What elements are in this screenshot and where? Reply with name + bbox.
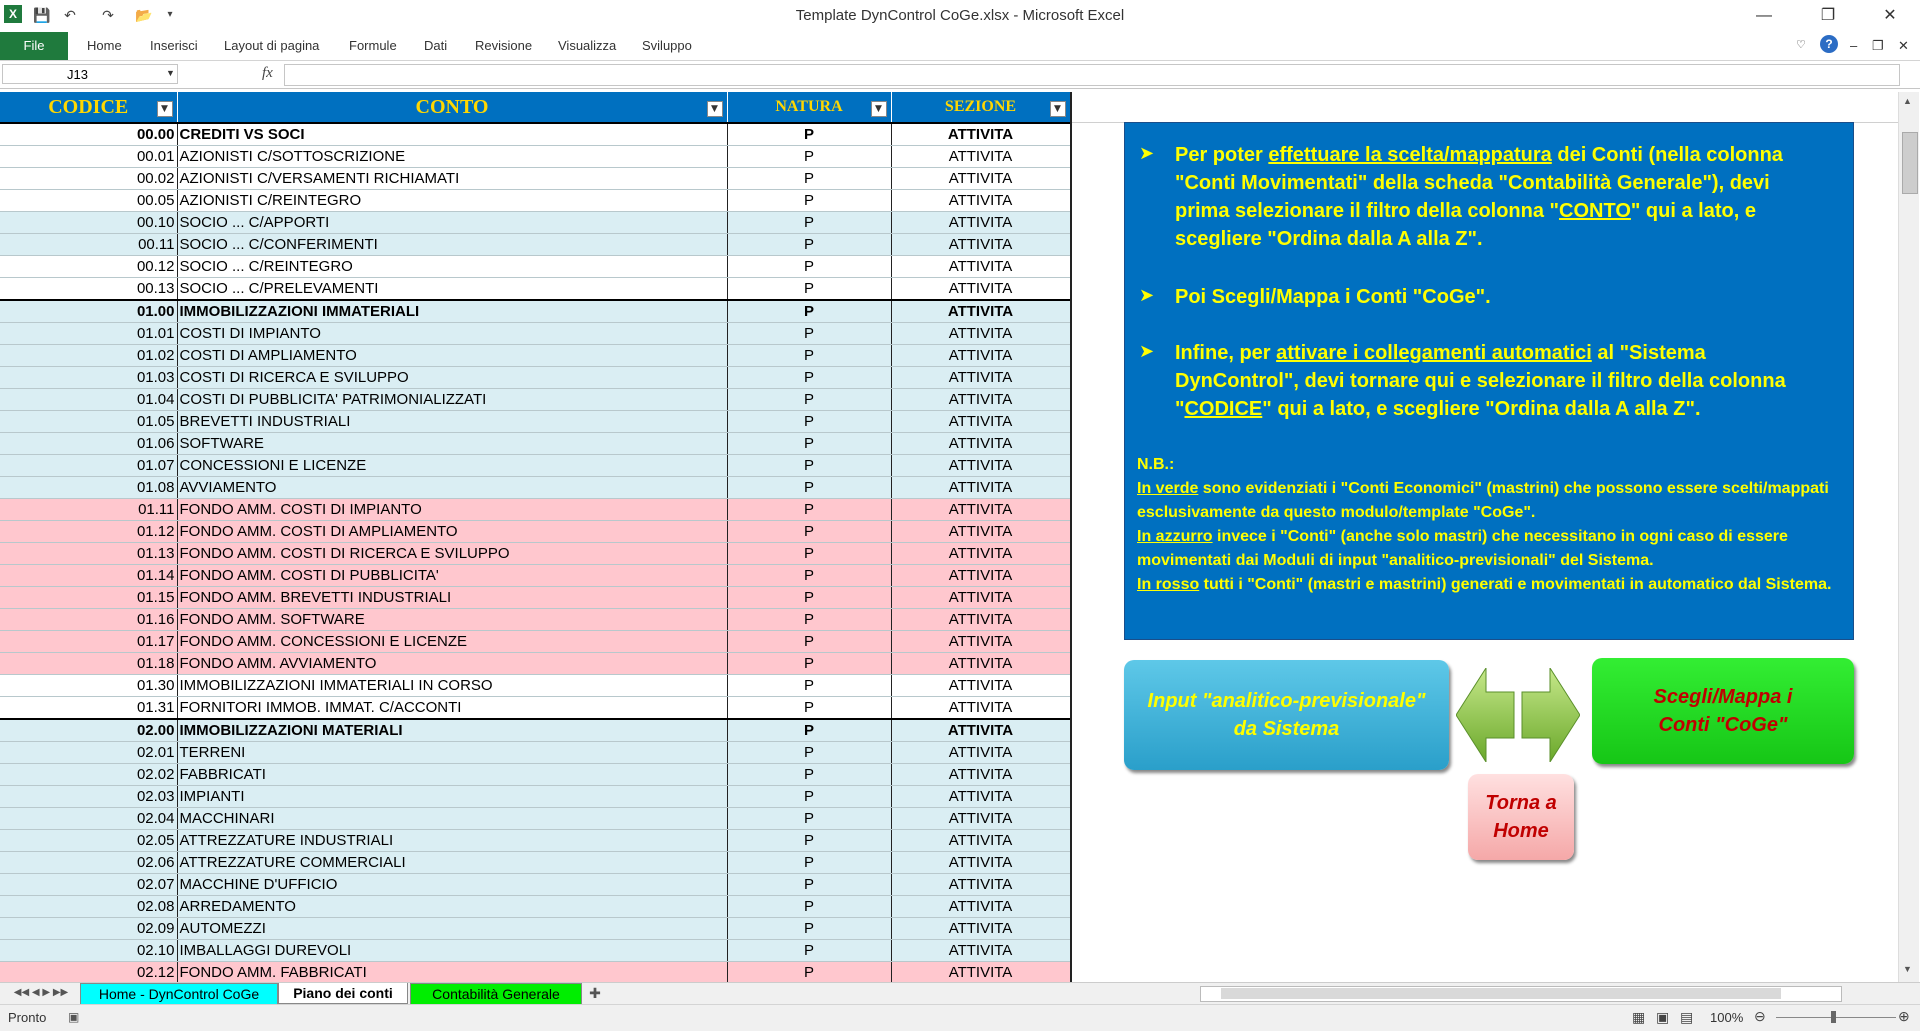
chart-of-accounts [0,92,1070,982]
cell-conto[interactable]: COSTI DI IMPIANTO [177,323,727,345]
cell-sezione[interactable]: ATTIVITA [891,190,1070,212]
torna-home-label: Torna a Home [1485,792,1557,842]
cell-codice[interactable]: 01.08 [0,477,177,499]
redo-icon[interactable]: ↷ [102,7,114,23]
header-sezione-label: SEZIONE [944,98,1017,115]
cell-codice[interactable]: 00.00 [0,123,177,146]
tab-piano-dei-conti[interactable]: Piano dei conti [278,983,408,1004]
table-row[interactable] [0,367,1070,389]
cell-sezione[interactable]: ATTIVITA [891,499,1070,521]
cell-sezione[interactable]: ATTIVITA [891,587,1070,609]
cell-sezione[interactable]: ATTIVITA [891,234,1070,256]
cell-conto[interactable]: FONDO AMM. SOFTWARE [177,609,727,631]
cell-conto[interactable]: FONDO AMM. BREVETTI INDUSTRIALI [177,587,727,609]
cell-conto[interactable]: AZIONISTI C/VERSAMENTI RICHIAMATI [177,168,727,190]
hscroll-thumb[interactable] [1221,988,1781,999]
cell-codice[interactable]: 00.05 [0,190,177,212]
table-row[interactable] [0,786,1070,808]
cell-conto[interactable]: SOCIO ... C/APPORTI [177,212,727,234]
cell-conto[interactable]: SOFTWARE [177,433,727,455]
cell-conto[interactable]: FONDO AMM. CONCESSIONI E LICENZE [177,631,727,653]
cell-natura[interactable]: P [727,234,891,256]
table-row[interactable] [0,455,1070,477]
tab-formule[interactable]: Formule [349,38,397,53]
cell-codice[interactable]: 01.31 [0,697,177,720]
macro-record-icon[interactable]: ▣ [68,1010,80,1024]
table-row[interactable] [0,808,1070,830]
cell-natura[interactable]: P [727,389,891,411]
cell-codice[interactable]: 01.03 [0,367,177,389]
horizontal-scrollbar[interactable] [1200,986,1842,1002]
cell-natura[interactable]: P [727,631,891,653]
cell-codice[interactable]: 01.04 [0,389,177,411]
cell-codice[interactable]: 02.04 [0,808,177,830]
cell-conto[interactable]: AZIONISTI C/SOTTOSCRIZIONE [177,146,727,168]
cell-sezione[interactable]: ATTIVITA [891,123,1070,146]
cell-sezione[interactable]: ATTIVITA [891,565,1070,587]
cell-conto[interactable]: AVVIAMENTO [177,477,727,499]
cell-codice[interactable]: 02.03 [0,786,177,808]
cell-conto[interactable]: ATTREZZATURE COMMERCIALI [177,852,727,874]
nb-blue: In azzurro invece i "Conti" (anche solo mastri) che necessitano in ogni caso di essere movimentati dai Moduli di input "analitico-previsionali" del Sistema. [1137,528,1788,569]
zoom-slider[interactable] [1776,1017,1896,1018]
tab-contabilita-generale[interactable]: Contabilità Generale [410,983,582,1005]
name-box-dropdown-icon[interactable]: ▼ [166,68,175,78]
cell-sezione[interactable]: ATTIVITA [891,808,1070,830]
cell-codice[interactable]: 01.11 [0,499,177,521]
table-row[interactable] [0,697,1070,720]
cell-codice[interactable]: 02.09 [0,918,177,940]
cell-natura[interactable]: P [727,278,891,301]
help-icon[interactable]: ? [1820,35,1838,53]
cell-natura[interactable]: P [727,345,891,367]
cell-natura[interactable]: P [727,609,891,631]
instructions-box [1124,122,1854,640]
cell-natura[interactable]: P [727,940,891,962]
cell-natura[interactable]: P [727,411,891,433]
cell-sezione[interactable]: ATTIVITA [891,852,1070,874]
cell-codice[interactable]: 01.17 [0,631,177,653]
cell-natura[interactable]: P [727,212,891,234]
cell-natura[interactable]: P [727,477,891,499]
cell-sezione[interactable]: ATTIVITA [891,345,1070,367]
instruction-2: Poi Scegli/Mappa i Conti "CoGe". [1175,286,1491,308]
insert-function-icon[interactable]: fx [262,65,273,81]
normal-view-icon[interactable]: ▦ [1632,1009,1646,1025]
table-row[interactable] [0,123,1070,146]
table-row[interactable] [0,433,1070,455]
cell-conto[interactable]: COSTI DI AMPLIAMENTO [177,345,727,367]
table-row[interactable] [0,874,1070,896]
table-row[interactable] [0,940,1070,962]
name-box[interactable]: J13 [2,64,178,84]
cell-conto[interactable]: SOCIO ... C/PRELEVAMENTI [177,278,727,301]
table-row[interactable] [0,543,1070,565]
accounts-table [0,92,1070,982]
table-row[interactable] [0,653,1070,675]
cell-codice[interactable]: 00.01 [0,146,177,168]
cell-conto[interactable]: IMMOBILIZZAZIONI IMMATERIALI IN CORSO [177,675,727,697]
formula-bar [0,62,1920,89]
table-row[interactable] [0,345,1070,367]
cell-conto[interactable]: BREVETTI INDUSTRIALI [177,411,727,433]
zoom-level[interactable]: 100% [1710,1010,1744,1025]
cell-conto[interactable]: IMMOBILIZZAZIONI MATERIALI [177,719,727,742]
cell-natura[interactable]: P [727,764,891,786]
torna-home-button[interactable] [1468,774,1574,860]
cell-natura[interactable]: P [727,455,891,477]
cell-codice[interactable]: 02.07 [0,874,177,896]
workbook-close-icon[interactable]: ✕ [1898,38,1909,53]
cell-conto[interactable]: MACCHINE D'UFFICIO [177,874,727,896]
cell-codice[interactable]: 01.02 [0,345,177,367]
nb-green: In verde sono evidenziati i "Conti Economici" (mastrini) che possono essere scelti/mappati esclusivamente da questo modulo/template "CoGe". [1137,480,1829,521]
cell-natura[interactable]: P [727,168,891,190]
formula-input[interactable] [284,64,1900,86]
table-row[interactable] [0,411,1070,433]
status-bar [0,1004,1920,1031]
table-row[interactable] [0,742,1070,764]
cell-natura[interactable]: P [727,830,891,852]
cell-sezione[interactable]: ATTIVITA [891,653,1070,675]
cell-codice[interactable]: 01.05 [0,411,177,433]
scegli-mappa-button[interactable] [1592,658,1854,764]
cell-sezione[interactable]: ATTIVITA [891,323,1070,345]
table-row[interactable] [0,256,1070,278]
cell-sezione[interactable]: ATTIVITA [891,477,1070,499]
instruction-1: Per poter effettuare la scelta/mappatura dei Conti (nella colonna "Conti Movimentati" della scheda "Contabilità Generale"), devi prima selezionare il filtro della colonna "CONTO" qui a lato, e scegliere "Ordina dalla A alla Z". [1175,144,1783,250]
cell-natura[interactable]: P [727,719,891,742]
header-strip [1072,92,1898,123]
table-row[interactable] [0,830,1070,852]
cell-sezione[interactable]: ATTIVITA [891,212,1070,234]
table-row[interactable] [0,609,1070,631]
cell-codice[interactable]: 00.13 [0,278,177,301]
cell-natura[interactable]: P [727,874,891,896]
cell-conto[interactable]: TERRENI [177,742,727,764]
cell-sezione[interactable]: ATTIVITA [891,631,1070,653]
cell-natura[interactable]: P [727,786,891,808]
cell-conto[interactable]: FABBRICATI [177,764,727,786]
cell-codice[interactable]: 02.06 [0,852,177,874]
cell-natura[interactable]: P [727,808,891,830]
sheet-nav-icon[interactable]: ◀◀ ◀ ▶ ▶▶ [13,987,69,998]
right-arrow-icon[interactable] [1522,668,1580,762]
customize-toolbar-icon[interactable]: ▾ [167,9,173,20]
workbook-restore-icon[interactable]: ❐ [1872,38,1884,53]
cell-natura[interactable]: P [727,565,891,587]
scroll-up-icon[interactable]: ▲ [1903,96,1912,106]
cell-sezione[interactable]: ATTIVITA [891,764,1070,786]
cell-sezione[interactable]: ATTIVITA [891,455,1070,477]
excel-logo-icon: X [4,5,22,23]
cell-conto[interactable]: AZIONISTI C/REINTEGRO [177,190,727,212]
nb-red: In rosso tutti i "Conti" (mastri e mastrini) generati e movimentati in automatico dal Sistema. [1137,576,1832,593]
cell-sezione[interactable]: ATTIVITA [891,719,1070,742]
collapse-ribbon-icon[interactable]: ♡ [1796,39,1806,51]
table-row[interactable] [0,962,1070,983]
cell-codice[interactable]: 01.00 [0,300,177,323]
cell-natura[interactable]: P [727,653,891,675]
cell-conto[interactable]: COSTI DI RICERCA E SVILUPPO [177,367,727,389]
zoom-out-icon[interactable]: ⊖ [1754,1008,1766,1024]
cell-natura[interactable]: P [727,499,891,521]
tab-revisione[interactable]: Revisione [475,38,533,53]
cell-conto[interactable]: IMMOBILIZZAZIONI IMMATERIALI [177,300,727,323]
table-row[interactable] [0,190,1070,212]
cell-natura[interactable]: P [727,521,891,543]
cell-codice[interactable]: 02.02 [0,764,177,786]
cell-natura[interactable]: P [727,742,891,764]
table-row[interactable] [0,389,1070,411]
cell-codice[interactable]: 02.12 [0,962,177,983]
table-row[interactable] [0,212,1070,234]
cell-codice[interactable]: 00.10 [0,212,177,234]
cell-codice[interactable]: 02.01 [0,742,177,764]
cell-natura[interactable]: P [727,675,891,697]
instruction-3: Infine, per attivare i collegamenti automatici al "Sistema DynControl", devi tornare qui e selezionare il filtro della colonna "CODICE" qui a lato, e scegliere "Ordina dalla A alla Z". [1175,342,1786,420]
cell-natura[interactable]: P [727,146,891,168]
cell-codice[interactable]: 01.16 [0,609,177,631]
cell-conto[interactable]: FONDO AMM. COSTI DI AMPLIAMENTO [177,521,727,543]
cell-sezione[interactable]: ATTIVITA [891,786,1070,808]
undo-icon[interactable]: ↶ [64,7,76,23]
table-row[interactable] [0,300,1070,323]
cell-codice[interactable]: 02.10 [0,940,177,962]
cell-conto[interactable]: MACCHINARI [177,808,727,830]
status-ready: Pronto [8,1010,47,1025]
cell-sezione[interactable]: ATTIVITA [891,896,1070,918]
table-row[interactable] [0,587,1070,609]
cell-sezione[interactable]: ATTIVITA [891,433,1070,455]
cell-sezione[interactable]: ATTIVITA [891,675,1070,697]
header-conto-label: CONTO [415,95,489,118]
cell-natura[interactable]: P [727,852,891,874]
cell-natura[interactable]: P [727,697,891,720]
filter-dropdown-icon[interactable]: ▼ [871,101,887,117]
cell-natura[interactable]: P [727,433,891,455]
cell-natura[interactable]: P [727,367,891,389]
input-analitico-label: Input "analitico-previsionale" da Sistema [1147,690,1426,740]
header-codice-label: CODICE [48,95,129,118]
table-row[interactable] [0,499,1070,521]
zoom-slider-thumb[interactable] [1831,1011,1836,1023]
cell-sezione[interactable]: ATTIVITA [891,411,1070,433]
arrow-bullet-icon: ➤ [1139,143,1155,163]
cell-natura[interactable]: P [727,300,891,323]
cell-sezione[interactable]: ATTIVITA [891,918,1070,940]
cell-conto[interactable]: FONDO AMM. COSTI DI IMPIANTO [177,499,727,521]
cell-sezione[interactable]: ATTIVITA [891,874,1070,896]
cell-sezione[interactable]: ATTIVITA [891,609,1070,631]
cell-conto[interactable]: CREDITI VS SOCI [177,123,727,146]
header-codice[interactable] [0,92,177,123]
arrow-bullet-icon: ➤ [1139,285,1155,305]
cell-conto[interactable]: FONDO AMM. COSTI DI PUBBLICITA' [177,565,727,587]
table-row[interactable] [0,278,1070,301]
cell-codice[interactable]: 01.30 [0,675,177,697]
table-row[interactable] [0,565,1070,587]
cell-sezione[interactable]: ATTIVITA [891,168,1070,190]
cell-sezione[interactable]: ATTIVITA [891,742,1070,764]
table-row[interactable] [0,852,1070,874]
input-analitico-button[interactable] [1124,660,1449,770]
filter-dropdown-icon[interactable]: ▼ [1050,101,1066,117]
cell-conto[interactable]: FONDO AMM. FABBRICATI [177,962,727,983]
cell-conto[interactable]: ARREDAMENTO [177,896,727,918]
restore-icon[interactable]: ❐ [1820,7,1836,24]
new-sheet-icon[interactable]: ✚ [589,985,601,1001]
arrow-bullet-icon: ➤ [1139,341,1155,361]
tab-inserisci[interactable]: Inserisci [150,38,198,53]
scroll-thumb[interactable] [1902,132,1918,194]
cell-conto[interactable]: IMPIANTI [177,786,727,808]
cell-conto[interactable]: CONCESSIONI E LICENZE [177,455,727,477]
header-sezione[interactable] [891,92,1070,123]
cell-codice[interactable]: 02.00 [0,719,177,742]
page-layout-view-icon[interactable]: ▣ [1656,1009,1670,1025]
cell-codice[interactable]: 01.18 [0,653,177,675]
nb-title: N.B.: [1137,456,1175,473]
header-natura[interactable] [727,92,891,123]
cell-codice[interactable]: 01.14 [0,565,177,587]
tab-layout[interactable]: Layout di pagina [224,38,320,53]
cell-conto[interactable]: COSTI DI PUBBLICITA' PATRIMONIALIZZATI [177,389,727,411]
cell-sezione[interactable]: ATTIVITA [891,940,1070,962]
workbook-minimize-icon[interactable]: – [1850,38,1858,53]
cell-conto[interactable]: FONDO AMM. COSTI DI RICERCA E SVILUPPO [177,543,727,565]
filter-dropdown-icon[interactable]: ▼ [707,101,723,117]
table-row[interactable] [0,146,1070,168]
cell-sezione[interactable]: ATTIVITA [891,367,1070,389]
cell-sezione[interactable]: ATTIVITA [891,697,1070,720]
table-row[interactable] [0,675,1070,697]
open-folder-icon[interactable]: 📂 [135,7,153,23]
cell-codice[interactable]: 00.11 [0,234,177,256]
tab-sviluppo[interactable]: Sviluppo [642,38,692,53]
vertical-scrollbar[interactable] [1898,92,1919,982]
cell-natura[interactable]: P [727,256,891,278]
cell-codice[interactable]: 01.13 [0,543,177,565]
cell-natura[interactable]: P [727,896,891,918]
table-row[interactable] [0,764,1070,786]
cell-codice[interactable]: 02.08 [0,896,177,918]
close-icon[interactable]: ✕ [1883,7,1897,24]
cell-sezione[interactable]: ATTIVITA [891,521,1070,543]
ribbon-tabs [0,32,1920,61]
header-natura-label: NATURA [775,98,843,115]
header-conto[interactable] [177,92,727,123]
filter-sort-icon[interactable]: ▼ [157,101,173,117]
cell-codice[interactable]: 00.12 [0,256,177,278]
cell-sezione[interactable]: ATTIVITA [891,146,1070,168]
left-arrow-icon[interactable] [1456,668,1514,762]
window-title: Template DynControl CoGe.xlsx - Microsoft Excel [795,7,1125,24]
cell-sezione[interactable]: ATTIVITA [891,962,1070,983]
cell-conto[interactable]: FORNITORI IMMOB. IMMAT. C/ACCONTI [177,697,727,720]
cell-conto[interactable]: ATTREZZATURE INDUSTRIALI [177,830,727,852]
tab-home-dyncontrol[interactable]: Home - DynControl CoGe [80,983,278,1005]
tab-home[interactable]: Home [87,38,122,53]
cell-sezione[interactable]: ATTIVITA [891,830,1070,852]
cell-codice[interactable]: 01.15 [0,587,177,609]
scegli-mappa-label: Scegli/Mappa i Conti "CoGe" [1653,686,1793,736]
table-row[interactable] [0,918,1070,940]
save-icon[interactable]: 💾 [33,7,51,23]
page-break-view-icon[interactable]: ▤ [1680,1009,1694,1025]
tab-dati[interactable]: Dati [424,38,448,53]
cell-natura[interactable]: P [727,918,891,940]
scroll-down-icon[interactable]: ▼ [1903,964,1912,974]
cell-natura[interactable]: P [727,543,891,565]
cell-sezione[interactable]: ATTIVITA [891,543,1070,565]
tab-visualizza[interactable]: Visualizza [558,38,617,53]
table-row[interactable] [0,234,1070,256]
cell-natura[interactable]: P [727,123,891,146]
cell-conto[interactable]: SOCIO ... C/CONFERIMENTI [177,234,727,256]
cell-conto[interactable]: SOCIO ... C/REINTEGRO [177,256,727,278]
table-row[interactable] [0,323,1070,345]
table-row[interactable] [0,631,1070,653]
cell-codice[interactable]: 02.05 [0,830,177,852]
table-row[interactable] [0,168,1070,190]
cell-codice[interactable]: 00.02 [0,168,177,190]
cell-conto[interactable]: AUTOMEZZI [177,918,727,940]
navigation-arrows [1456,668,1580,762]
cell-sezione[interactable]: ATTIVITA [891,256,1070,278]
cell-natura[interactable]: P [727,323,891,345]
table-row[interactable] [0,896,1070,918]
cell-sezione[interactable]: ATTIVITA [891,389,1070,411]
cell-codice[interactable]: 01.07 [0,455,177,477]
tab-file[interactable]: File [0,32,68,60]
table-row[interactable] [0,477,1070,499]
cell-codice[interactable]: 01.01 [0,323,177,345]
cell-sezione[interactable]: ATTIVITA [891,300,1070,323]
cell-conto[interactable]: FONDO AMM. AVVIAMENTO [177,653,727,675]
zoom-in-icon[interactable]: ⊕ [1898,1008,1910,1024]
cell-codice[interactable]: 01.06 [0,433,177,455]
cell-natura[interactable]: P [727,962,891,983]
table-row[interactable] [0,719,1070,742]
title-bar [0,0,1920,32]
cell-natura[interactable]: P [727,587,891,609]
cell-sezione[interactable]: ATTIVITA [891,278,1070,301]
table-row[interactable] [0,521,1070,543]
cell-codice[interactable]: 01.12 [0,521,177,543]
minimize-icon[interactable]: — [1756,7,1772,24]
cell-conto[interactable]: IMBALLAGGI DUREVOLI [177,940,727,962]
cell-natura[interactable]: P [727,190,891,212]
sheet-tab-bar [0,982,1920,1005]
